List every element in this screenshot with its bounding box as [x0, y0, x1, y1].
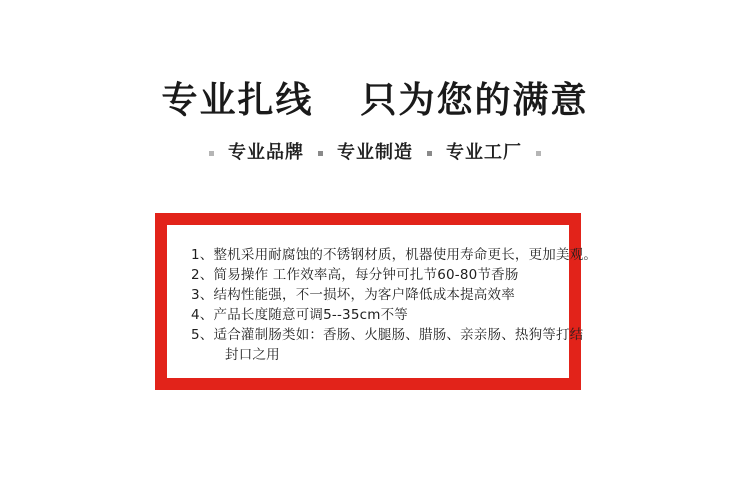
list-item-number: 2、 — [191, 267, 214, 283]
list-item-text: 产品长度随意可调5--35cm不等 — [213, 307, 408, 323]
list-item-number: 4、 — [191, 307, 214, 323]
subtitle-row — [0, 138, 750, 164]
subtitle-item-1: 专业品牌 — [228, 142, 304, 163]
list-item — [191, 305, 555, 325]
headline-part2: 只为您的满意 — [360, 80, 589, 121]
list-item — [191, 265, 555, 285]
list-item — [191, 245, 598, 265]
list-item-text: 简易操作 工作效率高，每分钟可扎节60-80节香肠 — [213, 267, 519, 283]
feature-list-inner — [167, 225, 598, 378]
subtitle-item-3: 专业工厂 — [446, 142, 522, 163]
list-item-text: 结构性能强，不一损坏，为客户降低成本提高效率 — [213, 287, 515, 303]
list-item-number: 1、 — [191, 247, 214, 263]
headline-part1: 专业扎线 — [161, 80, 314, 121]
list-item — [191, 285, 555, 305]
subtitle-item-2: 专业制造 — [337, 142, 413, 163]
feature-list — [191, 245, 598, 365]
feature-list-frame — [155, 213, 598, 390]
page-title — [0, 72, 750, 123]
list-item — [191, 325, 584, 365]
list-item-number: 5、 — [191, 327, 214, 343]
square-bullet-icon — [427, 151, 432, 156]
list-item-text: 整机采用耐腐蚀的不锈钢材质，机器使用寿命更长，更加美观。 — [213, 247, 598, 263]
list-item-text: 适合灌制肠类如：香肠、火腿肠、腊肠、亲亲肠、热狗等打结 — [213, 327, 584, 343]
square-bullet-icon — [318, 151, 323, 156]
square-bullet-icon — [209, 151, 214, 156]
list-item-number: 3、 — [191, 287, 214, 303]
square-bullet-icon — [536, 151, 541, 156]
list-item-text-continued: 封口之用 — [225, 347, 280, 363]
